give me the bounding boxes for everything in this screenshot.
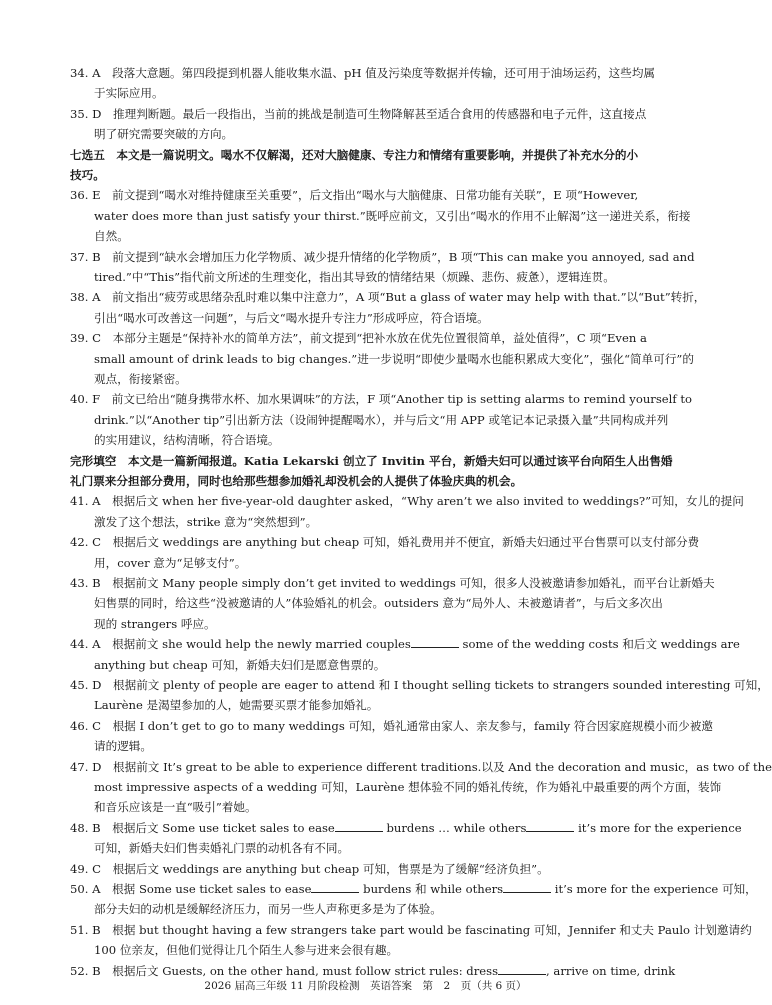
answer-text-line: Laurène 是渴望参加的人，她需要买票才能参加婚礼。 — [94, 698, 379, 713]
answer-text-line: 妇售票的同时，给这些“没被邀请的人”体验婚礼的机会。outsiders 意为“局外人、未被邀请者”，与后文多次出 — [94, 596, 663, 611]
answer-text-line: 35. D 推理判断题。最后一段指出，当前的挑战是制造可生物降解甚至适合食用的传感器和电子元件，这直接点 — [70, 106, 647, 121]
fill-in-blank — [411, 635, 459, 648]
page-footer: 2026 届高三年级 11 月阶段检测 英语答案 第 2 页（共 6 页） — [204, 980, 527, 992]
answer-text-line: 观点，衔接紧密。 — [94, 372, 187, 386]
answer-text-line: 43. B 根据前文 Many people simply don’t get invited to weddings 可知，很多人没被邀请参加婚礼，而平台让新婚夫 — [70, 576, 715, 590]
answer-text-line: 45. D 根据前文 plenty of people are eager to attend 和 I thought selling tickets to strangers sounded interesting 可知， — [70, 678, 769, 692]
section-heading-line: 七选五 本文是一篇说明文。喝水不仅解渴，还对大脑健康、专注力和情绪有重要影响，并提供了补充水分的小 — [70, 147, 639, 162]
answer-text-line: 46. C 根据 I don’t get to go to many weddings 可知，婚礼通常由家人、亲友参与，family 符合因家庭规模小而少被邀 — [70, 718, 713, 733]
answer-text-line: 38. A 前文指出“疲劳或思绪杂乱时难以集中注意力”，A 项“But a glass of water may help with that.”以“But”转折， — [70, 290, 706, 305]
section-heading-line: 技巧。 — [70, 168, 105, 182]
answer-text-line: 引出“喝水可改善这一问题”，与后文“喝水提升专注力”形成呼应，符合语境。 — [94, 310, 489, 325]
answer-text-line: small amount of drink leads to big changes.”进一步说明“即使少量喝水也能积累成大变化”，强化“简单可行”的 — [94, 351, 694, 366]
answer-text-line: 用，cover 意为“足够支付”。 — [94, 555, 247, 570]
answer-text-line: 49. C 根据后文 weddings are anything but cheap 可知，售票是为了缓解“经济负担”。 — [70, 861, 549, 876]
answer-text-line: tired.”中“This”指代前文所述的生理变化，指出其导致的情绪结果（烦躁、悲伤、疲惫），逻辑连贯。 — [94, 270, 615, 284]
section-heading-line: 完形填空 本文是一篇新闻报道。Katia Lekarski 创立了 Invitin 平台，新婚夫妇可以通过该平台向陌生人出售婚 — [70, 453, 673, 468]
section-heading-line: 礼门票来分担部分费用，同时也给那些想参加婚礼却没机会的人提供了体验庆典的机会。 — [70, 474, 523, 488]
answer-text-line: 的实用建议，结构清晰，符合语境。 — [94, 433, 280, 448]
answer-text-line: drink.”以“Another tip”引出新方法（设闹钟提醒喝水），并与后文“用 APP 或笔记本记录摄入量”共同构成并列 — [94, 412, 669, 427]
answer-text-line: 激发了这个想法，strike 意为“突然想到”。 — [94, 514, 318, 529]
fill-in-blank — [335, 819, 383, 832]
answer-text-line: 47. D 根据前文 It’s great to be able to experience different traditions.以及 And the decoration and music，as two of the — [70, 759, 772, 774]
answer-text-line: 于实际应用。 — [94, 86, 164, 101]
fill-in-blank — [498, 962, 546, 975]
answer-text-line: 37. B 前文提到“缺水会增加压力化学物质、减少提升情绪的化学物质”，B 项“This can make you annoyed, sad and — [70, 249, 695, 264]
answer-text-line: 39. C 本部分主题是“保持补水的简单方法”，前文提到“把补水放在优先位置很简单，益处值得”，C 项“Even a — [70, 331, 647, 346]
answer-text-line: 51. B 根据 but thought having a few strangers take part would be fascinating 可知，Jennifer 和丈夫 Paulo 计划邀请约 — [70, 922, 752, 937]
fill-in-blank — [526, 819, 574, 832]
fill-in-blank — [503, 880, 551, 893]
answer-text-line: 现的 strangers 呼应。 — [94, 616, 216, 631]
answer-text-line: 50. A 根据 Some use ticket sales to ease burdens 和 while others it’s more for the experience 可知， — [70, 882, 757, 896]
answer-text-line: 40. F 前文已给出“随身携带水杯、加水果调味”的方法，F 项“Another tip is setting alarms to remind yourself to — [70, 392, 692, 407]
answer-text-line: water does more than just satisfy your thirst.”既呼应前文，又引出“喝水的作用不止解渴”这一递进关系，衔接 — [94, 208, 691, 223]
answer-text-line: 48. B 根据后文 Some use ticket sales to ease burdens … while others it’s more for the experience — [70, 820, 742, 835]
answer-text-line: 42. C 根据后文 weddings are anything but cheap 可知，婚礼费用并不便宜，新婚夫妇通过平台售票可以支付部分费 — [70, 535, 700, 550]
answer-text-line: 和音乐应该是一直“吸引”着她。 — [94, 800, 257, 815]
answer-text-line: most impressive aspects of a wedding 可知，Laurène 想体验不同的婚礼传统，作为婚礼中最重要的两个方面，装饰 — [94, 780, 722, 794]
answer-text-line: 自然。 — [94, 229, 129, 244]
answer-text-line: 请的逻辑。 — [94, 739, 152, 754]
answer-text-line: 可知，新婚夫妇们售卖婚礼门票的动机各有不同。 — [94, 841, 350, 856]
answer-text-line: 100 位亲友，但他们觉得让几个陌生人参与进来会很有趣。 — [94, 943, 399, 958]
answer-text-line: 52. B 根据后文 Guests, on the other hand, must follow strict rules: dress , arrive on time, drink — [70, 963, 676, 978]
fill-in-blank — [311, 880, 359, 893]
answer-text-line: 44. A 根据前文 she would help the newly married couples some of the wedding costs 和后文 weddings are — [70, 637, 740, 652]
answer-text-line: 明了研究需要突破的方向。 — [94, 127, 234, 142]
answer-text-line: 41. A 根据后文 when her five-year-old daughter asked，“Why aren’t we also invited to weddings?”可知，女儿的提问 — [70, 494, 744, 509]
answer-text-line: 34. A 段落大意题。第四段提到机器人能收集水温、pH 值及污染度等数据并传输，还可用于油场运药，这些均属 — [70, 66, 656, 80]
answer-text-line: 36. E 前文提到“喝水对维持健康至关重要”，后文指出“喝水与大脑健康、日常功能有关联”，E 项“However, — [70, 188, 639, 203]
answer-text-line: 部分夫妇的动机是缓解经济压力，而另一些人声称更多是为了体验。 — [94, 902, 442, 917]
answer-text-line: anything but cheap 可知，新婚夫妇们是愿意售票的。 — [94, 657, 386, 672]
